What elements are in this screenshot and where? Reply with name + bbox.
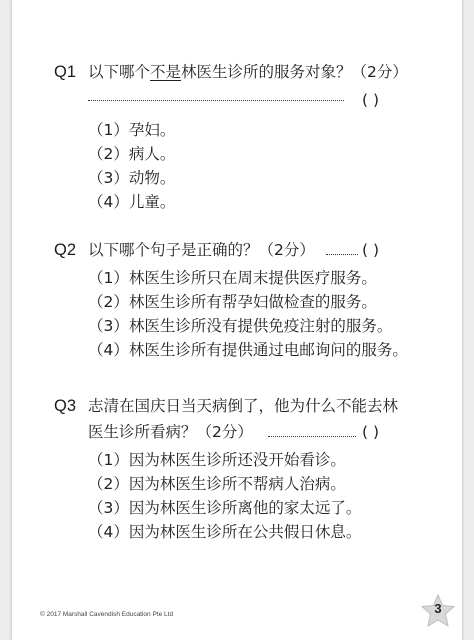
- page-number: 3: [434, 601, 442, 616]
- option-2: （2）因为林医生诊所不帮病人治病。: [88, 475, 346, 493]
- question-number: Q3: [54, 397, 77, 415]
- answer-box[interactable]: ( ): [362, 423, 380, 441]
- question-text-line-1: 志清在国庆日当天病倒了，他为什么不能去林: [88, 397, 399, 415]
- answer-dotted-line: [88, 100, 344, 101]
- option-4: （4）因为林医生诊所在公共假日休息。: [88, 523, 362, 541]
- option-3: （3）林医生诊所没有提供免疫注射的服务。: [88, 317, 393, 335]
- question-text-part: 以下哪个: [88, 63, 151, 81]
- worksheet-page: [12, 0, 462, 640]
- option-1: （1）因为林医生诊所还没开始看诊。: [88, 451, 346, 469]
- copyright-footer: © 2017 Marshall Cavendish Education Pte Ltd: [40, 611, 174, 618]
- answer-box[interactable]: ( ): [362, 241, 380, 259]
- question-emphasis: 不是: [150, 63, 182, 81]
- answer-box[interactable]: ( ): [362, 91, 380, 109]
- option-2: （2）病人。: [88, 145, 176, 163]
- option-4: （4）儿童。: [88, 193, 176, 211]
- question-text: [88, 62, 408, 82]
- page-number-badge: [420, 594, 456, 628]
- question-text-part: 林医生诊所的服务对象？（2分）: [181, 63, 408, 81]
- question-text: 以下哪个句子是正确的？（2分）: [88, 241, 315, 259]
- question-text-line-2: 医生诊所看病？（2分）: [88, 423, 253, 441]
- answer-dotted-line: [326, 254, 358, 255]
- option-3: （3）因为林医生诊所离他的家太远了。: [88, 499, 362, 517]
- question-number: Q2: [54, 241, 77, 259]
- answer-dotted-line: [268, 436, 356, 437]
- option-1: （1）孕妇。: [88, 121, 176, 139]
- option-4: （4）林医生诊所有提供通过电邮询问的服务。: [88, 341, 408, 359]
- option-2: （2）林医生诊所有帮孕妇做检查的服务。: [88, 293, 377, 311]
- option-1: （1）林医生诊所只在周末提供医疗服务。: [88, 269, 377, 287]
- question-number: Q1: [54, 63, 77, 81]
- option-3: （3）动物。: [88, 169, 176, 187]
